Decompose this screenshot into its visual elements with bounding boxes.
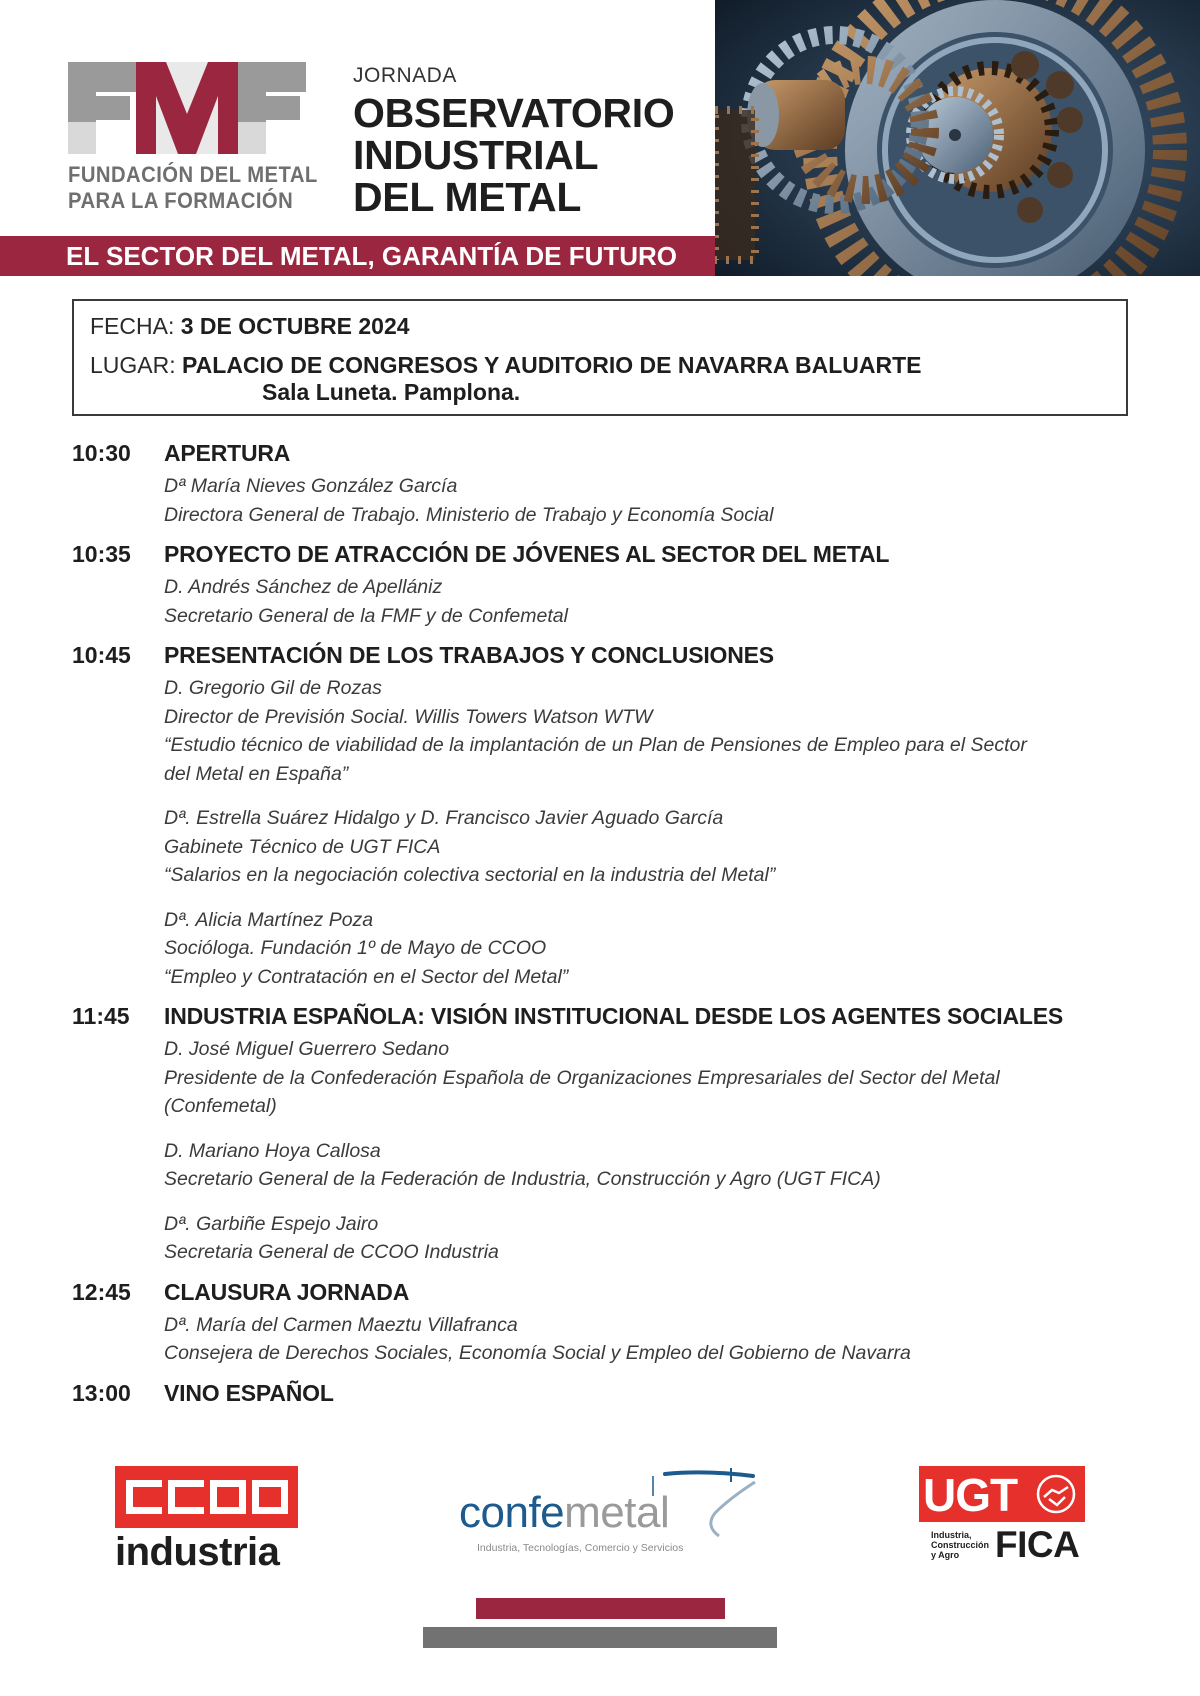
gears-icon xyxy=(715,0,1200,276)
speaker-block xyxy=(164,472,1132,529)
speaker-block xyxy=(164,1137,1132,1194)
agenda-session xyxy=(72,440,1132,529)
decorative-red-bar xyxy=(476,1598,725,1619)
speaker-name: D. José Miguel Guerrero Sedano xyxy=(164,1038,450,1060)
speaker-role-cont: (Confemetal) xyxy=(164,1095,277,1117)
session-time: 10:45 xyxy=(72,642,131,668)
agenda-session xyxy=(72,642,1132,991)
ugt-mark: UGT xyxy=(919,1466,1085,1522)
speaker-name: Dª María Nieves González García xyxy=(164,475,458,497)
talk-title: “Estudio técnico de viabilidad de la implantación de un Plan de Pensiones de Empleo para el Sector xyxy=(164,734,1027,756)
tagline-text: EL SECTOR DEL METAL, GARANTÍA DE FUTURO xyxy=(66,241,678,271)
fmf-logo xyxy=(68,62,318,222)
speaker-role: Secretario General de la FMF y de Confemetal xyxy=(164,604,568,627)
speaker-name: Dª. Garbiñe Espejo Jairo xyxy=(164,1212,379,1235)
fmf-m-letter xyxy=(128,62,246,154)
session-title: PRESENTACIÓN DE LOS TRABAJOS Y CONCLUSIONES xyxy=(164,642,774,668)
speaker-block xyxy=(164,1311,1132,1368)
speaker-role: Socióloga. Fundación 1º de Mayo de CCOO xyxy=(164,937,547,959)
ccoo-word: industria xyxy=(115,1530,280,1574)
session-title: VINO ESPAÑOL xyxy=(164,1379,334,1406)
hero-gears-image xyxy=(715,0,1200,276)
session-time: 10:35 xyxy=(72,541,131,567)
session-time: 13:00 xyxy=(72,1379,131,1406)
speaker-role: Presidente de la Confederación Española de Organizaciones Empresariales del Sector del Metal xyxy=(164,1066,1000,1089)
ugt-fica-logo xyxy=(919,1466,1085,1565)
place-label: LUGAR: xyxy=(90,352,176,378)
fmf-logo-mark xyxy=(68,62,306,154)
speaker-name: D. Mariano Hoya Callosa xyxy=(164,1139,381,1162)
session-time: 10:30 xyxy=(72,440,131,466)
speaker-role: Directora General de Trabajo. Ministerio de Trabajo y Economía Social xyxy=(164,503,774,526)
speaker-block xyxy=(164,906,1132,992)
speaker-role: Secretario General de la Federación de Industria, Construcción y Agro (UGT FICA) xyxy=(164,1168,881,1190)
speaker-name: Dª. María del Carmen Maeztu Villafranca xyxy=(164,1313,518,1336)
agenda-session xyxy=(72,541,1132,630)
place-value: PALACIO DE CONGRESOS Y AUDITORIO DE NAVARRA BALUARTE xyxy=(182,352,922,378)
place-row xyxy=(90,352,922,379)
date-label: FECHA: xyxy=(90,313,175,339)
agenda-session xyxy=(72,1380,1132,1410)
ccoo-mark xyxy=(115,1466,298,1528)
date-row xyxy=(90,313,410,340)
date-value: 3 DE OCTUBRE 2024 xyxy=(180,313,410,339)
event-kicker: JORNADA xyxy=(353,64,457,87)
speaker-name: Dª. Estrella Suárez Hidalgo y D. Francisco Javier Aguado García xyxy=(164,807,724,829)
speaker-name: Dª. Alicia Martínez Poza xyxy=(164,908,374,931)
session-time: 12:45 xyxy=(72,1278,131,1305)
speaker-name: D. Gregorio Gil de Rozas xyxy=(164,677,382,699)
ccoo-industria-logo xyxy=(115,1466,298,1574)
session-title: CLAUSURA JORNADA xyxy=(164,1278,410,1305)
speaker-name: D. Andrés Sánchez de Apellániz xyxy=(164,576,443,598)
agenda-session xyxy=(72,1003,1132,1267)
session-title: PROYECTO DE ATRACCIÓN DE JÓVENES AL SECTOR DEL METAL xyxy=(164,541,890,567)
talk-title-cont: del Metal en España” xyxy=(164,762,349,785)
event-title-line-2: INDUSTRIAL xyxy=(353,132,599,178)
speaker-block xyxy=(164,573,1132,630)
confemetal-subtitle: Industria, Tecnologías, Comercio y Servicios xyxy=(477,1542,684,1554)
speaker-block xyxy=(164,1210,1132,1267)
event-info-box xyxy=(72,299,1128,416)
session-time: 11:45 xyxy=(72,1003,130,1029)
agenda-list xyxy=(72,440,1132,1422)
speaker-role: Gabinete Técnico de UGT FICA xyxy=(164,835,441,858)
handshake-icon xyxy=(1035,1473,1077,1515)
place-detail: Sala Luneta. Pamplona. xyxy=(262,379,521,405)
fmf-logo-line2: PARA LA FORMACIÓN xyxy=(68,188,294,213)
speaker-role: Director de Previsión Social. Willis Towers Watson WTW xyxy=(164,705,653,728)
confemetal-logo xyxy=(455,1468,760,1558)
decorative-gray-bar xyxy=(423,1627,777,1648)
event-title xyxy=(353,92,713,218)
talk-title: “Salarios en la negociación colectiva sectorial en la industria del Metal” xyxy=(164,864,776,886)
speaker-role: Consejera de Derechos Sociales, Economía Social y Empleo del Gobierno de Navarra xyxy=(164,1342,911,1364)
speaker-role: Secretaria General de CCOO Industria xyxy=(164,1241,499,1263)
agenda-session xyxy=(72,1279,1132,1368)
talk-title: “Empleo y Contratación en el Sector del Metal” xyxy=(164,965,569,988)
fmf-logo-line1: FUNDACIÓN DEL METAL xyxy=(68,162,318,187)
event-title-line-3: DEL METAL xyxy=(353,174,582,220)
event-title-block xyxy=(353,64,713,218)
ugt-fica-word: FICA xyxy=(995,1524,1080,1565)
session-title: APERTURA xyxy=(164,440,291,466)
speaker-block xyxy=(164,674,1132,788)
speaker-block xyxy=(164,804,1132,890)
session-title: INDUSTRIA ESPAÑOLA: VISIÓN INSTITUCIONAL DESDE LOS AGENTES SOCIALES xyxy=(164,1003,1064,1029)
confemetal-word: confemetal xyxy=(459,1488,670,1537)
ugt-subtitle: Industria, Construcción y Agro xyxy=(931,1530,990,1560)
speaker-block xyxy=(164,1035,1132,1121)
event-title-line-1: OBSERVATORIO xyxy=(353,90,675,136)
